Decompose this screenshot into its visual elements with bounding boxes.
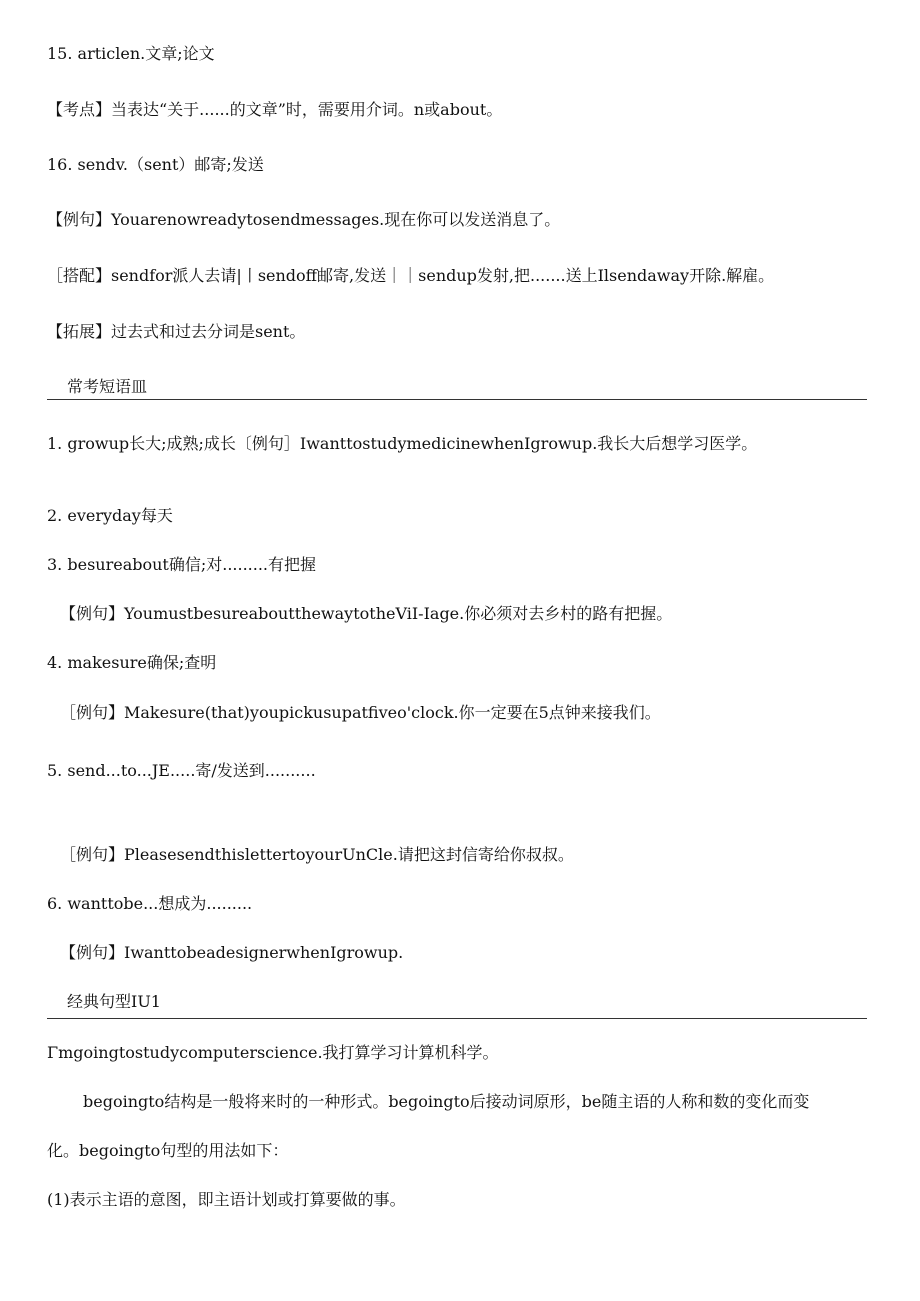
collocation-note: ［搭配】sendfor派人去请|丨sendoff邮寄,发送｜｜sendup发射,把.......送上Ilsendaway开除.解雇。: [47, 266, 775, 285]
section-heading-sentence-patterns: 经典句型IU1: [67, 992, 161, 1011]
vocab-item-16: 16. sendv.（sent）邮寄;发送: [47, 155, 264, 174]
exam-point-note: 【考点】当表达“关于......的文章”时，需要用介词。n或about。: [47, 100, 503, 119]
section-divider: [47, 1018, 867, 1019]
section-heading-phrases: 常考短语皿: [67, 377, 148, 396]
phrase-item-4: 4. makesure确保;查明: [47, 653, 217, 672]
vocab-item-15: 15. articlen.文章;论文: [47, 44, 215, 63]
phrase-item-6: 6. wanttobe...想成为.........: [47, 894, 253, 913]
example-sentence: ［例句】Makesure(that)youpickusupatfiveo'clock.你一定要在5点钟来接我们。: [60, 703, 661, 722]
usage-point-1: (1)表示主语的意图，即主语计划或打算要做的事。: [47, 1190, 406, 1209]
phrase-item-3: 3. besureabout确信;对.........有把握: [47, 555, 317, 574]
grammar-explanation-line-1: begoingto结构是一般将来时的一种形式。begoingto后接动词原形，be随主语的人称和数的变化而变: [83, 1092, 810, 1111]
example-sentence: 【例句】Youarenowreadytosendmessages.现在你可以发送消息了。: [47, 210, 561, 229]
extension-note: 【拓展】过去式和过去分词是sent。: [47, 322, 306, 341]
phrase-item-2: 2. everyday每天: [47, 506, 173, 525]
example-sentence: 【例句】YoumustbesureaboutthewaytotheViI-Iage.你必须对去乡村的路有把握。: [60, 604, 673, 623]
section-divider: [47, 399, 867, 400]
example-sentence: 【例句】IwanttobeadesignerwhenIgrowup.: [60, 943, 404, 962]
grammar-explanation-line-2: 化。begoingto句型的用法如下：: [47, 1141, 289, 1160]
example-sentence: ［例句】PleasesendthislettertoyourUnCle.请把这封信寄给你叔叔。: [60, 845, 574, 864]
phrase-item-1: 1. growup长大;成熟;成长〔例句］IwanttostudymedicinewhenIgrowup.我长大后想学习医学。: [47, 434, 758, 453]
key-sentence: Γmgoingtostudycomputerscience.我打算学习计算机科学。: [47, 1043, 499, 1062]
phrase-item-5: 5. send...to...JE.....寄/发送到..........: [47, 761, 316, 780]
